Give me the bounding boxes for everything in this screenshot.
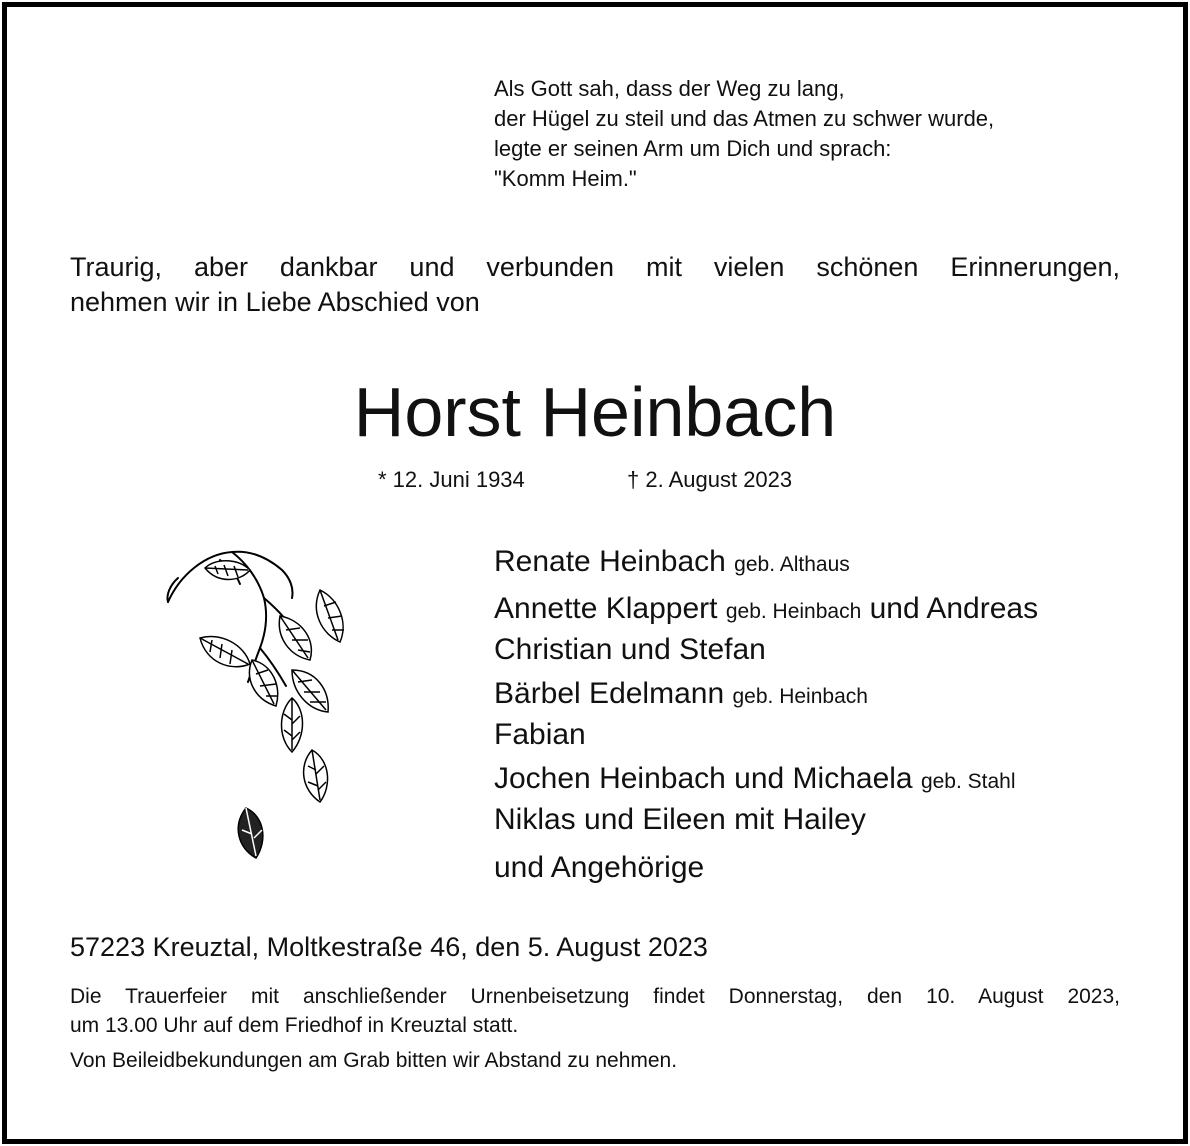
birch-branch-icon: [160, 540, 360, 880]
birth-date: * 12. Juni 1934: [378, 467, 525, 492]
place-and-date: 57223 Kreuztal, Moltkestraße 46, den 5. August 2023: [70, 932, 708, 962]
ceremony-line: um 13.00 Uhr auf dem Friedhof in Kreuztal statt.: [70, 1014, 519, 1037]
maiden-name: geb. Althaus: [734, 553, 850, 576]
maiden-name: geb. Stahl: [920, 770, 1016, 793]
member-name: Jochen Heinbach und Michaela: [494, 762, 913, 795]
family-member: [494, 543, 1038, 584]
ceremony-info: [70, 982, 1120, 1040]
member-name: Bärbel Edelmann: [494, 677, 725, 710]
intro-line: Traurig, aber dankbar und verbunden mit vielen schönen Erinnerungen,: [70, 252, 1120, 282]
family-member: [494, 675, 1038, 716]
ceremony-line: Die Trauerfeier mit anschließender Urnenbeisetzung findet Donnerstag, den 10. August 2023,: [70, 985, 1120, 1008]
poem-line: der Hügel zu steil und das Atmen zu schwer wurde,: [494, 106, 995, 131]
poem-line: "Komm Heim.": [494, 166, 637, 191]
member-name: Annette Klappert: [494, 592, 718, 625]
condolence-note: Von Beileidbekundungen am Grab bitten wir Abstand zu nehmen.: [70, 1049, 678, 1072]
maiden-name: geb. Heinbach: [725, 600, 862, 623]
maiden-name: geb. Heinbach: [732, 685, 868, 708]
poem-line: Als Gott sah, dass der Weg zu lang,: [494, 76, 845, 101]
member-name: Renate Heinbach: [494, 545, 726, 578]
poem: [494, 74, 994, 194]
family-children: Niklas und Eileen mit Hailey: [494, 803, 866, 836]
family-list: [494, 543, 1038, 887]
poem-line: legte er seinen Arm um Dich und sprach:: [494, 136, 892, 161]
intro-text: [70, 250, 1120, 320]
death-date: † 2. August 2023: [627, 467, 793, 492]
family-member: [494, 590, 1038, 631]
family-children: Christian und Stefan: [494, 633, 766, 666]
relatives: und Angehörige: [494, 851, 705, 884]
deceased-name: Horst Heinbach: [353, 373, 837, 451]
partner-name: und Andreas: [869, 592, 1039, 625]
intro-line: nehmen wir in Liebe Abschied von: [70, 287, 480, 317]
family-children: Fabian: [494, 718, 586, 751]
family-member: [494, 760, 1038, 801]
